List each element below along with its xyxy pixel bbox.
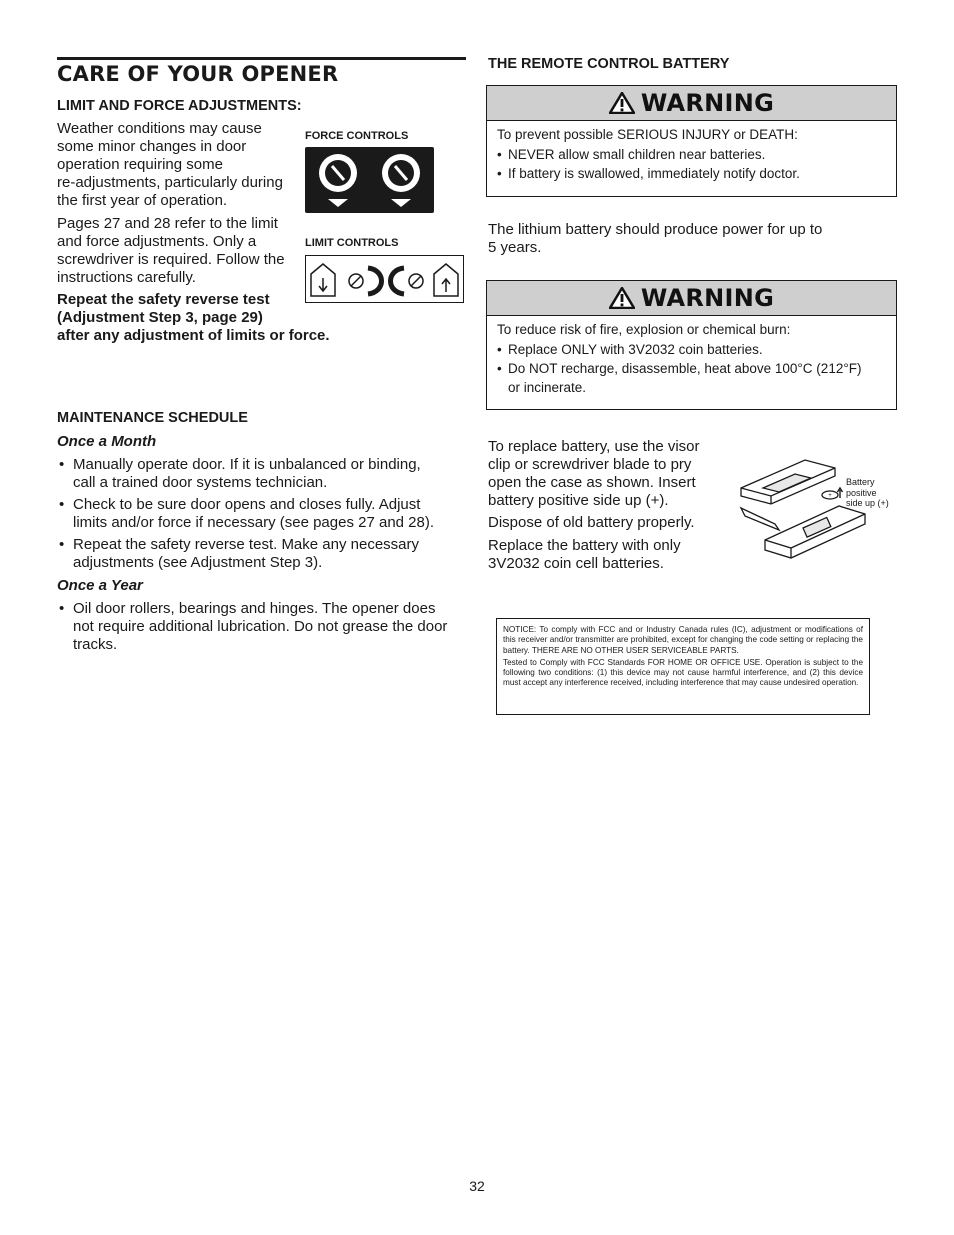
- curved-arrow-icon: [391, 268, 405, 294]
- list-item: • Check to be sure door opens and closes fully. Adjust limits and/or force if necessary (see pages 27 and 28).: [57, 496, 477, 532]
- warning-triangle-icon: [609, 287, 635, 309]
- force-dial-icon: [319, 154, 357, 207]
- svg-text:+: +: [828, 493, 832, 499]
- safety-reverse-note: Repeat the safety reverse test (Adjustment Step 3, page 29) after any adjustment of limits or force.: [57, 291, 330, 344]
- yearly-tasks-list: [57, 600, 477, 654]
- list-item: • Oil door rollers, bearings and hinges. The opener does not require additional lubrication. Do not grease the door tracks.: [57, 600, 477, 654]
- force-controls-label: FORCE CONTROLS: [305, 130, 409, 142]
- lithium-battery-paragraph: The lithium battery should produce power for up to 5 years.: [488, 221, 823, 256]
- list-item: • NEVER allow small children near batteries.: [497, 145, 886, 164]
- fcc-notice: [496, 618, 870, 715]
- list-item: • If battery is swallowed, immediately notify doctor.: [497, 164, 886, 183]
- warning-box-fire: [486, 280, 897, 410]
- notice-paragraph: Tested to Comply with FCC Standards FOR HOME OR OFFICE USE. Operation is subject to the following two conditions: (1) this device may not cause harmful interference, and (2) this device must accept any interference received, including interference that may cause undesired operation.: [503, 657, 863, 688]
- garage-down-icon: [311, 264, 335, 296]
- limit-force-heading: LIMIT AND FORCE ADJUSTMENTS:: [57, 98, 302, 114]
- warning-triangle-icon: [609, 92, 635, 114]
- replace-battery-paragraph: To replace battery, use the visor clip or screwdriver blade to pry open the case as shown. Insert battery positive side up (+).: [488, 438, 700, 509]
- warning-intro: To reduce risk of fire, explosion or chemical burn:: [497, 322, 791, 337]
- coin-battery-icon: [822, 491, 838, 499]
- force-dial-icon: [382, 154, 420, 207]
- maintenance-heading: MAINTENANCE SCHEDULE: [57, 410, 248, 426]
- once-a-year-heading: Once a Year: [57, 577, 143, 594]
- limit-controls-illustration: [305, 255, 464, 303]
- list-item: • Manually operate door. If it is unbalanced or binding, call a trained door systems technician.: [57, 456, 477, 492]
- warning-intro: To prevent possible SERIOUS INJURY or DEATH:: [497, 127, 798, 142]
- remote-base-icon: [765, 506, 865, 558]
- curved-arrow-icon: [368, 268, 382, 294]
- garage-up-icon: [434, 264, 458, 296]
- list-item: • Do NOT recharge, disassemble, heat above 100°C (212°F) or incinerate.: [497, 359, 886, 397]
- monthly-tasks-list: [57, 456, 477, 572]
- warning-title: WARNING: [640, 284, 775, 312]
- page-number: 32: [469, 1178, 485, 1194]
- warning-title: WARNING: [640, 89, 775, 117]
- page-title: CARE OF YOUR OPENER: [57, 62, 339, 86]
- remote-case-icon: [741, 460, 835, 504]
- list-item: • Repeat the safety reverse test. Make any necessary adjustments (see Adjustment Step 3).: [57, 536, 477, 572]
- list-item: • Replace ONLY with 3V2032 coin batteries.: [497, 340, 886, 359]
- screw-icon: [349, 274, 363, 288]
- remote-battery-heading: THE REMOTE CONTROL BATTERY: [488, 56, 730, 72]
- limit-controls-label: LIMIT CONTROLS: [305, 237, 399, 249]
- dispose-paragraph: Dispose of old battery properly.: [488, 514, 695, 531]
- warning-box-injury: [486, 85, 897, 197]
- once-a-month-heading: Once a Month: [57, 433, 157, 450]
- up-arrow-icon: [838, 488, 843, 498]
- weather-paragraph: Weather conditions may cause some minor changes in door operation requiring some re-adjustments, particularly during the first year of operation.: [57, 120, 283, 209]
- pages-paragraph: Pages 27 and 28 refer to the limit and force adjustments. Only a screwdriver is required. Follow the instructions carefully.: [57, 215, 285, 286]
- replace-battery-type-paragraph: Replace the battery with only 3V2032 coin cell batteries.: [488, 537, 681, 572]
- battery-label: Battery positive side up (+): [846, 477, 889, 508]
- force-controls-illustration: [305, 147, 434, 213]
- screw-icon: [409, 274, 423, 288]
- title-rule: [57, 57, 466, 60]
- notice-paragraph: NOTICE: To comply with FCC and or Industry Canada rules (IC), adjustment or modifications of this receiver and/or transmitter are prohibited, except for changing the code setting or replacing the battery. THERE ARE NO OTHER USER SERVICEABLE PARTS.: [503, 625, 863, 655]
- visor-clip-icon: [741, 508, 779, 530]
